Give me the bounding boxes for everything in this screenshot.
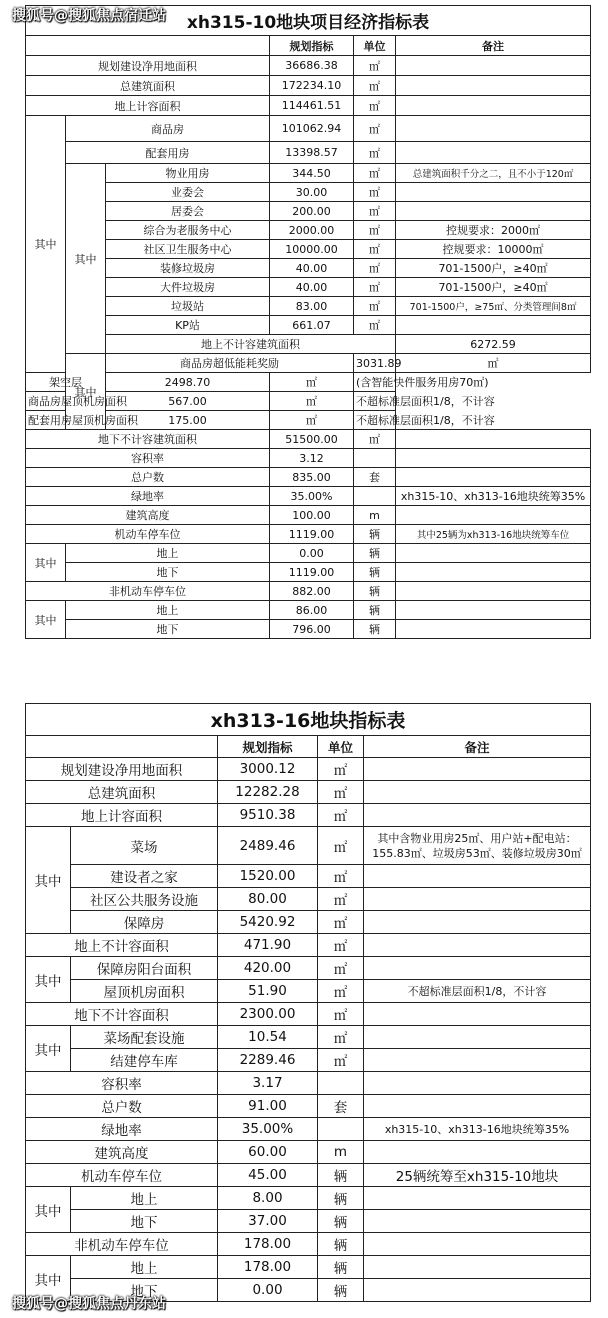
row-value: 835.00: [270, 468, 354, 487]
row-label: 地上: [66, 601, 270, 620]
row-unit: ㎡: [396, 354, 591, 373]
table-row: [26, 335, 591, 354]
row-unit: 套: [318, 1095, 364, 1118]
row-label: 地上不计容面积: [26, 934, 218, 957]
row-note: [396, 620, 591, 639]
table-row: [26, 1141, 591, 1164]
row-label: KP站: [106, 316, 270, 335]
table-row: [26, 525, 591, 544]
row-unit: ㎡: [354, 316, 396, 335]
row-note: (含智能快件服务用房70㎡): [354, 373, 396, 392]
row-value: 8.00: [218, 1187, 318, 1210]
row-unit: ㎡: [354, 297, 396, 316]
group-label: 其中: [26, 1187, 71, 1233]
table-row: [26, 1187, 591, 1210]
row-value: 91.00: [218, 1095, 318, 1118]
row-unit: ㎡: [318, 888, 364, 911]
row-note: [396, 468, 591, 487]
row-unit: ㎡: [354, 202, 396, 221]
row-value: 661.07: [270, 316, 354, 335]
row-value: 1520.00: [218, 865, 318, 888]
row-note: [396, 316, 591, 335]
table-row: [26, 1233, 591, 1256]
row-unit: ㎡: [354, 240, 396, 259]
table-row: [26, 449, 591, 468]
row-label: 屋顶机房面积: [71, 980, 218, 1003]
row-value: 3031.89: [354, 354, 396, 373]
table-row: [26, 1049, 591, 1072]
row-note: [396, 76, 591, 96]
header-indicator: 规划指标: [218, 736, 318, 758]
row-label: 菜场: [71, 827, 218, 865]
watermark-bottom: 搜狐号@搜狐焦点丹东站: [12, 1296, 166, 1312]
row-label: 机动车停车位: [26, 525, 270, 544]
row-value: 2489.46: [218, 827, 318, 865]
row-unit: ㎡: [354, 278, 396, 297]
row-unit: ㎡: [318, 865, 364, 888]
row-value: 40.00: [270, 259, 354, 278]
row-unit: ㎡: [354, 76, 396, 96]
row-unit: 辆: [318, 1279, 364, 1302]
group-label: 其中: [66, 354, 106, 430]
row-value: 45.00: [218, 1164, 318, 1187]
row-value: 13398.57: [270, 142, 354, 164]
row-value: 3.17: [218, 1072, 318, 1095]
header-label-cell: [26, 36, 270, 56]
table-row: [26, 1256, 591, 1279]
row-value: 1119.00: [270, 525, 354, 544]
row-label: 绿地率: [26, 487, 270, 506]
table-row: [26, 911, 591, 934]
row-note: [396, 116, 591, 142]
row-note: 701-1500户，≥40㎡: [396, 278, 591, 297]
row-unit: 辆: [354, 544, 396, 563]
row-unit: ㎡: [318, 957, 364, 980]
row-unit: ㎡: [270, 411, 354, 430]
row-note: [364, 957, 591, 980]
row-note: xh315-10、xh313-16地块统筹35%: [396, 487, 591, 506]
row-label: 地下: [71, 1279, 218, 1302]
watermark-top: 搜狐号@搜狐焦点宿迁站: [12, 8, 166, 24]
row-label: 地上计容面积: [26, 96, 270, 116]
row-value: 882.00: [270, 582, 354, 601]
row-note: [364, 1210, 591, 1233]
row-label: 保障房: [71, 911, 218, 934]
row-label: 结建停车库: [71, 1049, 218, 1072]
table-row: [26, 183, 591, 202]
row-value: 178.00: [218, 1256, 318, 1279]
row-value: 796.00: [270, 620, 354, 639]
table-row: [26, 827, 591, 865]
row-unit: [354, 487, 396, 506]
table-row: [26, 56, 591, 76]
header-indicator: 规划指标: [270, 36, 354, 56]
row-note: 其中含物业用房25㎡、用户站+配电站：155.83㎡、垃圾房53㎡、装修垃圾房30㎡: [364, 827, 591, 865]
table-row: [26, 888, 591, 911]
table-row: [26, 392, 591, 411]
row-value: 100.00: [270, 506, 354, 525]
group-label: 其中: [26, 601, 66, 639]
row-note: 25辆统筹至xh315-10地块: [364, 1164, 591, 1187]
row-value: 175.00: [106, 411, 270, 430]
row-value: 40.00: [270, 278, 354, 297]
row-unit: ㎡: [270, 373, 354, 392]
row-unit: 辆: [354, 563, 396, 582]
table1: [25, 5, 591, 639]
row-label: 规划建设净用地面积: [26, 758, 218, 781]
row-label: 地下不计容面积: [26, 1003, 218, 1026]
row-value: 9510.38: [218, 804, 318, 827]
row-label: 地下: [66, 563, 270, 582]
row-unit: 辆: [318, 1210, 364, 1233]
row-value: 172234.10: [270, 76, 354, 96]
table-row: [26, 411, 591, 430]
table-row: [26, 221, 591, 240]
table-row: [26, 76, 591, 96]
row-value: 567.00: [106, 392, 270, 411]
header-label-cell: [26, 736, 218, 758]
group-label: 其中: [26, 1026, 71, 1072]
row-unit: 辆: [318, 1164, 364, 1187]
row-value: 3000.12: [218, 758, 318, 781]
row-value: 200.00: [270, 202, 354, 221]
table-row: [26, 1026, 591, 1049]
row-note: [364, 1072, 591, 1095]
table-row: [26, 582, 591, 601]
row-value: 60.00: [218, 1141, 318, 1164]
row-note: [364, 1026, 591, 1049]
row-unit: ㎡: [318, 911, 364, 934]
row-label: 综合为老服务中心: [106, 221, 270, 240]
row-label: 容积率: [26, 1072, 218, 1095]
row-note: [396, 449, 591, 468]
row-unit: 辆: [318, 1256, 364, 1279]
row-label: 建筑高度: [26, 1141, 218, 1164]
row-value: 2289.46: [218, 1049, 318, 1072]
group-label: 其中: [66, 164, 106, 354]
row-note: xh315-10、xh313-16地块统筹35%: [364, 1118, 591, 1141]
table-row: [26, 1072, 591, 1095]
table-row: [26, 934, 591, 957]
table-row: [26, 980, 591, 1003]
row-unit: ㎡: [318, 781, 364, 804]
row-label: 大件垃圾房: [106, 278, 270, 297]
row-value: 35.00%: [218, 1118, 318, 1141]
row-value: 83.00: [270, 297, 354, 316]
row-label: 非机动车停车位: [26, 1233, 218, 1256]
row-value: 80.00: [218, 888, 318, 911]
row-label: 配套用房屋顶机房面积: [26, 411, 106, 430]
row-note: 其中25辆为xh313-16地块统筹车位: [396, 525, 591, 544]
row-label: 地上计容面积: [26, 804, 218, 827]
row-note: [396, 202, 591, 221]
row-value: 86.00: [270, 601, 354, 620]
table-row: [26, 116, 591, 142]
table-row: [26, 1210, 591, 1233]
row-note: [364, 804, 591, 827]
row-label: 地上不计容建筑面积: [106, 335, 396, 354]
row-value: 0.00: [270, 544, 354, 563]
row-label: 地下: [66, 620, 270, 639]
row-note: 不超标准层面积1/8，不计容: [364, 980, 591, 1003]
row-unit: 辆: [354, 525, 396, 544]
table-row: [26, 758, 591, 781]
group-label: 其中: [26, 544, 66, 582]
table-row: [26, 1118, 591, 1141]
row-value: 344.50: [270, 164, 354, 183]
row-label: 社区公共服务设施: [71, 888, 218, 911]
table2-sheet: [25, 703, 590, 1301]
row-note: [364, 758, 591, 781]
row-label: 地上: [71, 1256, 218, 1279]
row-note: [396, 56, 591, 76]
table-row: [26, 202, 591, 221]
row-unit: ㎡: [318, 934, 364, 957]
row-unit: [318, 1072, 364, 1095]
row-note: [364, 781, 591, 804]
table-row: [26, 430, 591, 449]
row-note: [396, 96, 591, 116]
row-value: 12282.28: [218, 781, 318, 804]
row-note: [396, 601, 591, 620]
table-row: [26, 865, 591, 888]
row-unit: ㎡: [318, 758, 364, 781]
table-row: [26, 96, 591, 116]
row-unit: 辆: [318, 1233, 364, 1256]
table-row: [26, 164, 591, 183]
row-label: 业委会: [106, 183, 270, 202]
group-label: 其中: [26, 1256, 71, 1302]
row-label: 地上: [66, 544, 270, 563]
row-unit: [354, 449, 396, 468]
row-value: 101062.94: [270, 116, 354, 142]
row-label: 社区卫生服务中心: [106, 240, 270, 259]
row-label: 菜场配套设施: [71, 1026, 218, 1049]
row-note: [396, 582, 591, 601]
row-label: 总户数: [26, 468, 270, 487]
row-note: [364, 888, 591, 911]
row-unit: ㎡: [354, 164, 396, 183]
row-note: 701-1500户，≥75㎡、分类管理间8㎡: [396, 297, 591, 316]
row-label: 配套用房: [66, 142, 270, 164]
row-note: [364, 1279, 591, 1302]
row-unit: 辆: [318, 1187, 364, 1210]
row-note: [364, 865, 591, 888]
row-note: [364, 911, 591, 934]
row-note: 不超标准层面积1/8，不计容: [354, 392, 396, 411]
row-label: 绿地率: [26, 1118, 218, 1141]
row-unit: ㎡: [354, 221, 396, 240]
row-label: 总建筑面积: [26, 781, 218, 804]
row-value: 51.90: [218, 980, 318, 1003]
row-unit: ㎡: [318, 804, 364, 827]
header-note: 备注: [364, 736, 591, 758]
table2: [25, 703, 591, 1302]
row-value: 37.00: [218, 1210, 318, 1233]
row-unit: ㎡: [354, 430, 396, 449]
row-label: 地下: [71, 1210, 218, 1233]
row-value: 2300.00: [218, 1003, 318, 1026]
row-unit: ㎡: [354, 183, 396, 202]
row-unit: 辆: [354, 601, 396, 620]
table-row: [26, 563, 591, 582]
row-unit: 辆: [354, 582, 396, 601]
table-row: [26, 1095, 591, 1118]
group-label: 其中: [26, 957, 71, 1003]
row-label: 建设者之家: [71, 865, 218, 888]
row-unit: ㎡: [318, 1003, 364, 1026]
row-unit: ㎡: [270, 392, 354, 411]
row-label: 商品房屋顶机房面积: [26, 392, 106, 411]
row-value: 6272.59: [396, 335, 591, 354]
row-label: 非机动车停车位: [26, 582, 270, 601]
row-note: [396, 544, 591, 563]
row-value: 36686.38: [270, 56, 354, 76]
row-note: 控规要求：10000㎡: [396, 240, 591, 259]
table2-title: xh313-16地块指标表: [26, 704, 591, 736]
row-unit: ㎡: [354, 116, 396, 142]
table-row: [26, 316, 591, 335]
table-row: [26, 487, 591, 506]
table-row: [26, 240, 591, 259]
row-note: [364, 1095, 591, 1118]
row-note: [364, 1049, 591, 1072]
row-value: 2000.00: [270, 221, 354, 240]
table-row: [26, 804, 591, 827]
table-row: [26, 1164, 591, 1187]
row-label: 保障房阳台面积: [71, 957, 218, 980]
row-value: 178.00: [218, 1233, 318, 1256]
table-row: [26, 781, 591, 804]
row-note: 701-1500户，≥40㎡: [396, 259, 591, 278]
table-row: [26, 468, 591, 487]
row-value: 30.00: [270, 183, 354, 202]
row-unit: ㎡: [354, 259, 396, 278]
row-unit: ㎡: [318, 1026, 364, 1049]
row-value: 51500.00: [270, 430, 354, 449]
row-unit: [318, 1118, 364, 1141]
row-label: 架空层: [26, 373, 106, 392]
row-note: [364, 934, 591, 957]
row-label: 建筑高度: [26, 506, 270, 525]
row-value: 0.00: [218, 1279, 318, 1302]
table-row: [26, 354, 591, 373]
table1-title: xh315-10地块项目经济指标表: [26, 6, 591, 36]
row-value: 114461.51: [270, 96, 354, 116]
row-note: [396, 430, 591, 449]
row-unit: ㎡: [354, 142, 396, 164]
row-value: 10.54: [218, 1026, 318, 1049]
row-note: [364, 1003, 591, 1026]
table-row: [26, 1003, 591, 1026]
row-label: 地下不计容建筑面积: [26, 430, 270, 449]
table-row: [26, 601, 591, 620]
row-unit: m: [354, 506, 396, 525]
row-unit: ㎡: [318, 827, 364, 865]
row-unit: ㎡: [354, 56, 396, 76]
table-row: [26, 620, 591, 639]
row-unit: 辆: [354, 620, 396, 639]
row-value: 35.00%: [270, 487, 354, 506]
header-note: 备注: [396, 36, 591, 56]
row-label: 垃圾站: [106, 297, 270, 316]
row-note: [396, 142, 591, 164]
row-value: 2498.70: [106, 373, 270, 392]
row-unit: ㎡: [354, 96, 396, 116]
table-row: [26, 142, 591, 164]
row-value: 420.00: [218, 957, 318, 980]
row-unit: ㎡: [318, 1049, 364, 1072]
row-value: 3.12: [270, 449, 354, 468]
row-label: 装修垃圾房: [106, 259, 270, 278]
row-unit: m: [318, 1141, 364, 1164]
row-note: [396, 183, 591, 202]
row-label: 容积率: [26, 449, 270, 468]
header-unit: 单位: [354, 36, 396, 56]
row-unit: ㎡: [318, 980, 364, 1003]
table-row: [26, 297, 591, 316]
table-row: [26, 544, 591, 563]
row-value: 1119.00: [270, 563, 354, 582]
table-row: [26, 957, 591, 980]
row-note: [364, 1256, 591, 1279]
group-label: 其中: [26, 116, 66, 373]
table-row: [26, 259, 591, 278]
row-label: 居委会: [106, 202, 270, 221]
row-note: [396, 506, 591, 525]
row-note: 不超标准层面积1/8，不计容: [354, 411, 396, 430]
table1-sheet: [25, 5, 590, 661]
table-row: [26, 373, 591, 392]
row-note: [364, 1233, 591, 1256]
row-label: 商品房超低能耗奖励: [106, 354, 354, 373]
row-label: 总户数: [26, 1095, 218, 1118]
row-value: 471.90: [218, 934, 318, 957]
row-note: 总建筑面积千分之二，且不小于120㎡: [396, 164, 591, 183]
header-unit: 单位: [318, 736, 364, 758]
row-label: 机动车停车位: [26, 1164, 218, 1187]
table-row: [26, 278, 591, 297]
row-label: 规划建设净用地面积: [26, 56, 270, 76]
row-label: 物业用房: [106, 164, 270, 183]
table-row: [26, 506, 591, 525]
row-note: [364, 1141, 591, 1164]
row-label: 商品房: [66, 116, 270, 142]
row-value: 10000.00: [270, 240, 354, 259]
group-label: 其中: [26, 827, 71, 934]
row-note: [364, 1187, 591, 1210]
row-note: 控规要求：2000㎡: [396, 221, 591, 240]
row-unit: 套: [354, 468, 396, 487]
row-label: 总建筑面积: [26, 76, 270, 96]
row-label: 地上: [71, 1187, 218, 1210]
row-note: [396, 563, 591, 582]
row-value: 5420.92: [218, 911, 318, 934]
